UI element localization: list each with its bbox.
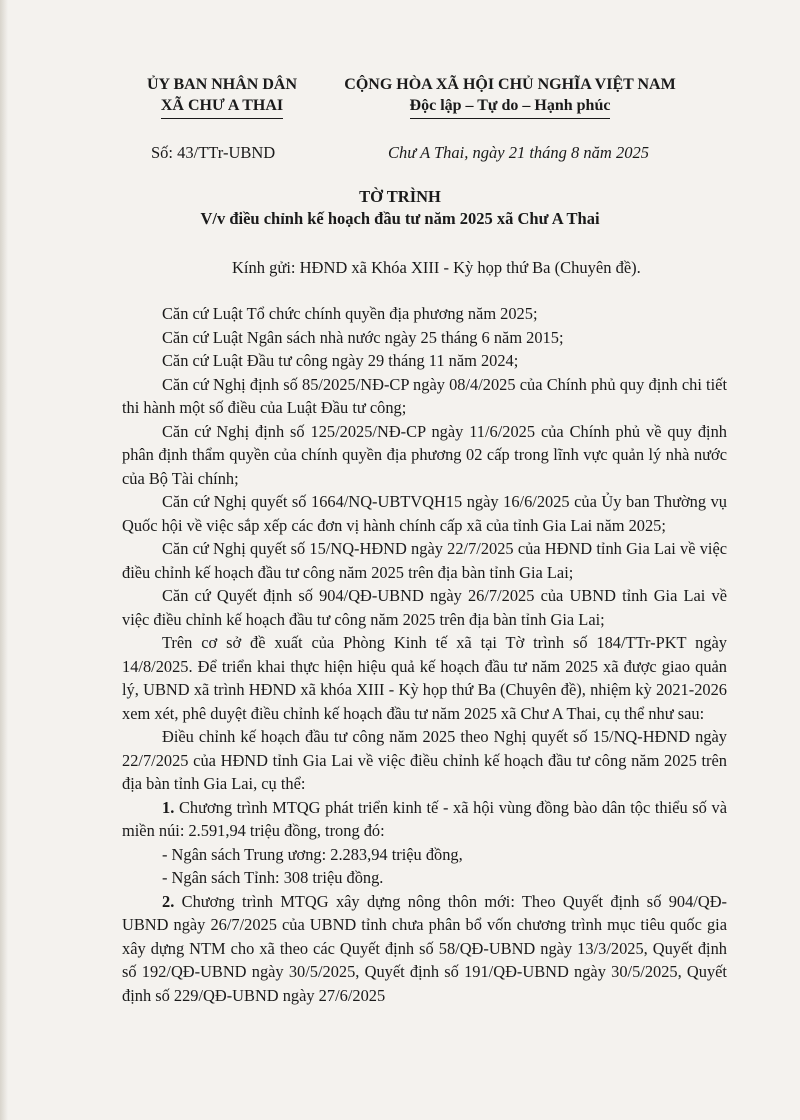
title-main: TỜ TRÌNH xyxy=(359,187,441,206)
section-1-text: Chương trình MTQG phát triển kinh tế - xã hội vùng đồng bào dân tộc thiểu số và miền núi: 2.591,94 triệu đồng, trong đó: xyxy=(122,797,727,840)
authority-line-1: ỦY BAN NHÂN DÂN xyxy=(146,76,298,93)
paragraph: Căn cứ Luật Ngân sách nhà nước ngày 25 tháng 6 năm 2015; xyxy=(162,327,564,347)
doc-number: Số: 43/TTr-UBND xyxy=(151,143,276,162)
national-motto xyxy=(330,74,690,119)
paragraph: Căn cứ Luật Đầu tư công ngày 29 tháng 11 năm 2024; xyxy=(162,351,519,370)
motto: Độc lập – Tự do – Hạnh phúc xyxy=(410,95,611,119)
place-date: Chư A Thai, ngày 21 tháng 8 năm 2025 xyxy=(388,143,649,162)
paragraph: Căn cứ Quyết định số 904/QĐ-UBND ngày 26/7/2025 của UBND tỉnh Gia Lai về việc điều chỉnh kế hoạch đầu tư công năm 2025 trên địa bàn tỉnh Gia Lai; xyxy=(122,586,727,629)
paragraph: Căn cứ Nghị quyết số 1664/NQ-UBTVQH15 ngày 16/6/2025 của Ủy ban Thường vụ Quốc hội về việc sắp xếp các đơn vị hành chính cấp xã của tỉnh Gia Lai năm 2025; xyxy=(122,492,727,535)
recipient-line: Kính gửi: HĐND xã Khóa XIII - Kỳ họp thứ Ba (Chuyên đề). xyxy=(232,258,641,277)
document-title xyxy=(0,186,800,230)
authority-line-2: XÃ CHƯ A THAI xyxy=(161,95,283,119)
section-1-bullet: - Ngân sách Trung ương: 2.283,94 triệu đồng, xyxy=(162,844,463,864)
section-1 xyxy=(122,796,727,843)
scan-edge xyxy=(0,0,8,1120)
issuing-authority xyxy=(122,74,322,119)
country-name: CỘNG HÒA XÃ HỘI CHỦ NGHĨA VIỆT NAM xyxy=(344,76,676,93)
section-2-text: Chương trình MTQG xây dựng nông thôn mới: Theo Quyết định số 904/QĐ-UBND ngày 26/7/2025 của UBND tỉnh chưa phân bổ vốn chương trình mục tiêu quốc gia xây dựng NTM cho xã theo các Quyết định số 58/QĐ-UBND ngày 13/3/2025, Quyết định số 192/QĐ-UBND ngày 30/5/2025, Quyết định số 191/QĐ-UBND ngày 30/5/2025, Quyết định số 229/QĐ-UBND ngày 27/6/2025 xyxy=(122,891,727,1005)
title-subject: V/v điều chỉnh kế hoạch đầu tư năm 2025 xã Chư A Thai xyxy=(200,209,600,228)
document-body xyxy=(122,302,727,1007)
paragraph: Căn cứ Nghị định số 85/2025/NĐ-CP ngày 08/4/2025 của Chính phủ quy định chi tiết thi hành một số điều của Luật Đầu tư công; xyxy=(122,374,727,417)
paragraph: Căn cứ Luật Tổ chức chính quyền địa phương năm 2025; xyxy=(162,304,538,323)
document-header xyxy=(0,74,800,134)
paragraph: Điều chỉnh kế hoạch đầu tư công năm 2025 theo Nghị quyết số 15/NQ-HĐND ngày 22/7/2025 của HĐND tỉnh Gia Lai về việc điều chỉnh kế hoạch đầu tư công năm 2025 trên địa bàn tỉnh Gia Lai, cụ thể: xyxy=(122,727,727,793)
paragraph: Căn cứ Nghị quyết số 15/NQ-HĐND ngày 22/7/2025 của HĐND tỉnh Gia Lai về việc điều chỉnh kế hoạch đầu tư công năm 2025 trên địa bàn tỉnh Gia Lai; xyxy=(122,539,727,582)
paragraph: Căn cứ Nghị định số 125/2025/NĐ-CP ngày 11/6/2025 của Chính phủ về quy định phân định thẩm quyền của chính quyền địa phương 02 cấp trong lĩnh vực quản lý nhà nước của Bộ Tài chính; xyxy=(122,421,727,488)
section-2-number: 2. xyxy=(162,891,175,911)
paragraph: Trên cơ sở đề xuất của Phòng Kinh tế xã tại Tờ trình số 184/TTr-PKT ngày 14/8/2025. Để triển khai thực hiện hiệu quả kế hoạch đầu tư năm 2025 xã được giao quản lý, UBND xã trình HĐND xã khóa XIII - Kỳ họp thứ Ba (Chuyên đề), nhiệm kỳ 2021-2026 xem xét, phê duyệt điều chỉnh kế hoạch đầu tư năm 2025 xã Chư A Thai, cụ thể như sau: xyxy=(122,633,727,723)
section-2 xyxy=(122,890,727,1008)
section-1-number: 1. xyxy=(162,797,175,817)
section-1-bullet: - Ngân sách Tỉnh: 308 triệu đồng. xyxy=(162,868,384,887)
